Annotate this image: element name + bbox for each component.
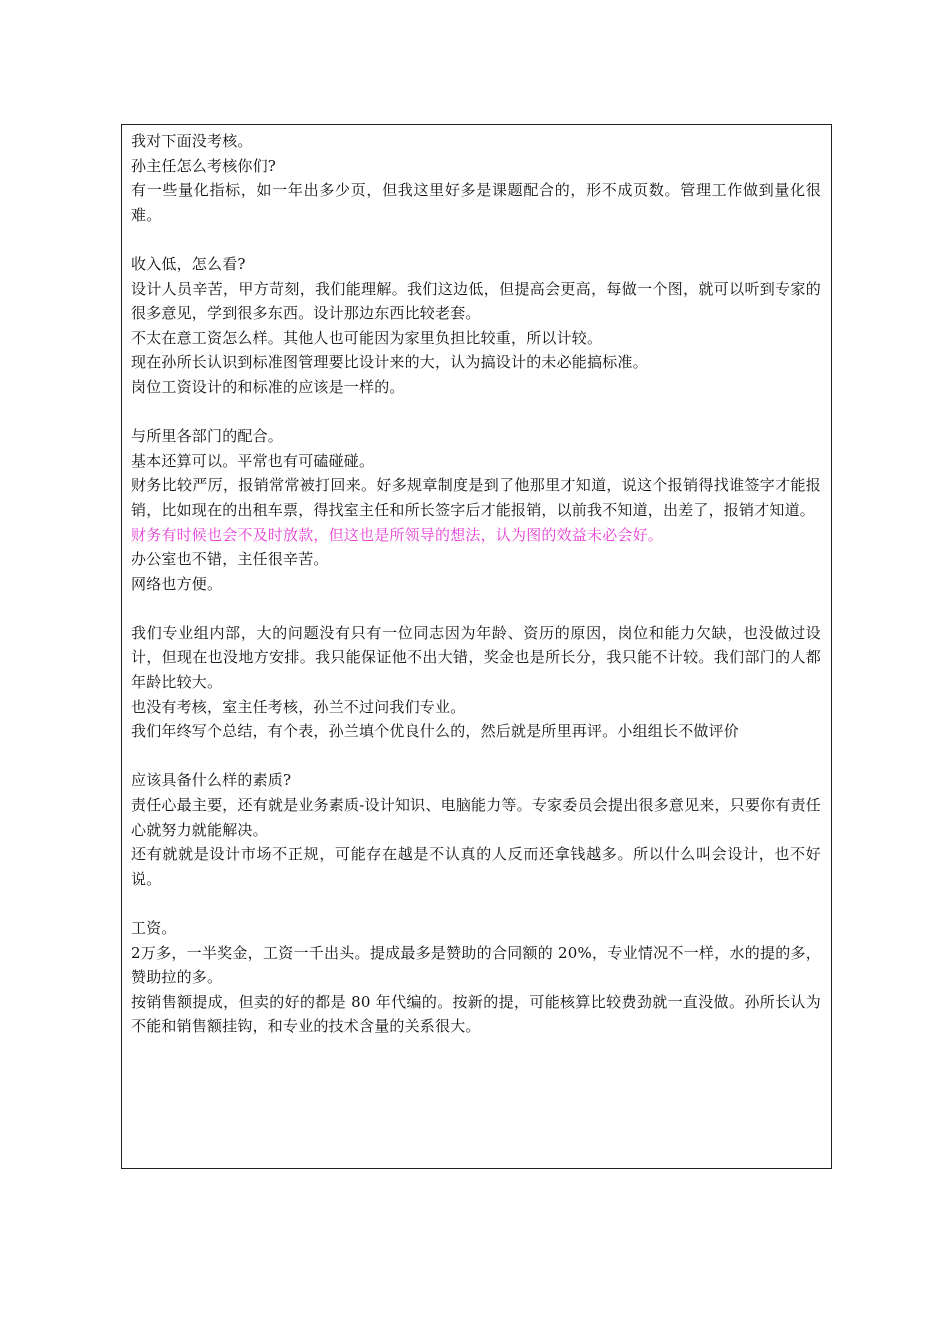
- paragraph: 我对下面没考核。: [131, 132, 253, 150]
- paragraph: 有一些量化指标，如一年出多少页，但我这里好多是课题配合的，形不成页数。管理工作做到量化很难。: [131, 181, 821, 224]
- paragraph: 孙主任怎么考核你们?: [131, 156, 277, 175]
- blank-line: [131, 891, 821, 916]
- paragraph: 应该具备什么样的素质?: [131, 771, 292, 790]
- paragraph: 财务比较严厉，报销常常被打回来。好多规章制度是到了他那里才知道，说这个报销得找谁签字才能报销，比如现在的出租车票，得找室主任和所长签字后才能报销，以前我不知道，出差了，报销才知道。: [131, 476, 821, 519]
- paragraph: 也没有考核，室主任考核，孙兰不过问我们专业。: [131, 697, 466, 716]
- document-body: [131, 129, 821, 1039]
- paragraph: 还有就就是设计市场不正规，可能存在越是不认真的人反而还拿钱越多。所以什么叫会设计，也不好说。: [131, 845, 821, 888]
- paragraph: 不太在意工资怎么样。其他人也可能因为家里负担比较重，所以计较。: [131, 328, 603, 347]
- paragraph: 我们专业组内部，大的问题没有只有一位同志因为年龄、资历的原因，岗位和能力欠缺，也没做过设计，但现在也没地方安排。我只能保证他不出大错，奖金也是所长分，我只能不计较。我们部门的人都年龄比较大。: [131, 623, 821, 692]
- blank-line: [131, 744, 821, 769]
- paragraph: 与所里各部门的配合。: [131, 427, 284, 446]
- blank-line: [131, 227, 821, 252]
- document-frame: [121, 124, 832, 1169]
- paragraph: 我们年终写个总结，有个表，孙兰填个优良什么的，然后就是所里再评。小组组长不做评价: [131, 722, 740, 741]
- paragraph: 2万多，一半奖金，工资一千出头。提成最多是赞助的合同额的 20%，专业情况不一样，水的提的多，赞助拉的多。: [131, 943, 821, 987]
- paragraph: 设计人员辛苦，甲方苛刻，我们能理解。我们这边低，但提高会更高，每做一个图，就可以听到专家的很多意见，学到很多东西。设计那边东西比较老套。: [131, 279, 821, 323]
- paragraph: 网络也方便。: [131, 574, 223, 593]
- highlighted-paragraph: 财务有时候也会不及时放款，但这也是所领导的想法，认为图的效益未必会好。: [131, 525, 664, 544]
- paragraph: 按销售额提成，但卖的好的都是 80 年代编的。按新的提，可能核算比较费劲就一直没做。孙所长认为不能和销售额挂钩，和专业的技术含量的关系很大。: [131, 992, 821, 1036]
- paragraph: 收入低，怎么看?: [131, 254, 246, 273]
- blank-line: [131, 596, 821, 621]
- blank-line: [131, 400, 821, 425]
- paragraph: 现在孙所长认识到标准图管理要比设计来的大，认为搞设计的未必能搞标准。: [131, 353, 648, 372]
- paragraph: 办公室也不错，主任很辛苦。: [131, 550, 329, 569]
- paragraph: 工资。: [131, 919, 177, 937]
- paragraph: 责任心最主要，还有就是业务素质-设计知识、电脑能力等。专家委员会提出很多意见来，只要你有责任心就努力就能解决。: [131, 796, 821, 839]
- paragraph: 基本还算可以。平常也有可磕碰碰。: [131, 451, 375, 470]
- paragraph: 岗位工资设计的和标准的应该是一样的。: [131, 377, 405, 396]
